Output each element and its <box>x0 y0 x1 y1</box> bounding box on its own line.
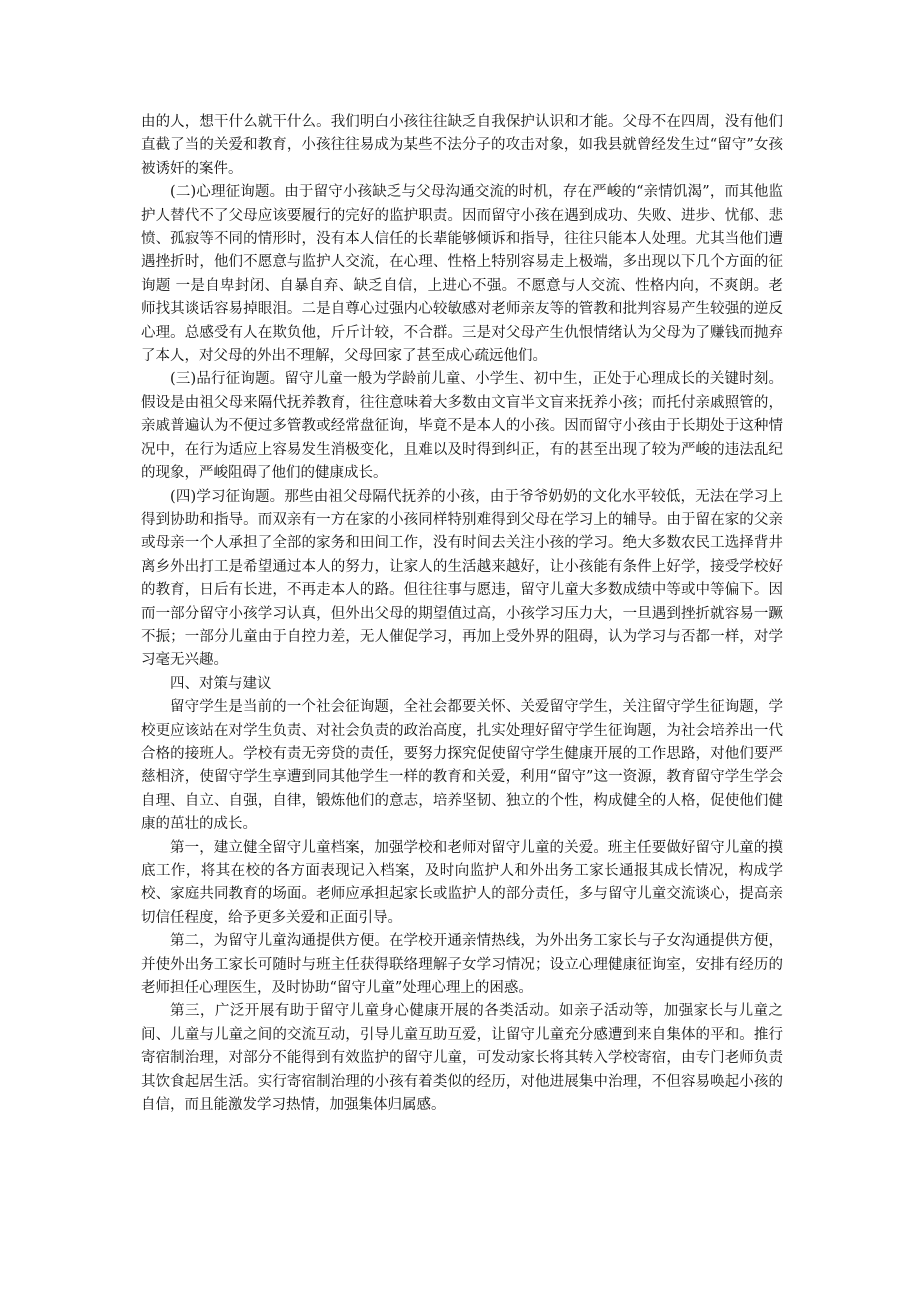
paragraph-intro-continuation: 由的人，想干什么就干什么。我们明白小孩往往缺乏自我保护认识和才能。父母不在四周，没有他们直截了当的关爱和教育，小孩往往易成为某些不法分子的攻击对象，如我县就曾经发生过“留守”女孩被诱奸的案件。 <box>141 114 783 177</box>
paragraph-measure-two: 第二，为留守儿童沟通提供方便。在学校开通亲情热线，为外出务工家长与子女沟通提供方便，并使外出务工家长可随时与班主任获得联络理解子女学习情况；设立心理健康征询室，安排有经历的老师担任心理医生，及时协助“留守儿童”处理心理上的困惑。 <box>141 933 783 997</box>
paragraph-measure-three: 第三，广泛开展有助于留守儿童身心健康开展的各类活动。如亲子活动等，加强家长与儿童之间、儿童与儿童之间的交流互动，引导儿童互助互爱，让留守儿童充分感遭到来自集体的平和。推行寄宿制治理，对部分不能得到有效监护的留守儿童，可发动家长将其转入学校寄宿，由专门老师负责其饮食起居生活。实行寄宿制治理的小孩有着类似的经历，对他进展集中治理，不但容易唤起小孩的自信，而且能激发学习热情，加强集体归属感。 <box>141 1003 783 1114</box>
paragraph-measure-one: 第一，建立健全留守儿童档案，加强学校和老师对留守儿童的关爱。班主任要做好留守儿童的摸底工作，将其在校的各方面表现记入档案，及时向监护人和外出务工家长通报其成长情况，构成学校、家庭共同教育的场面。老师应承担起家长或监护人的部分责任，多与留守儿童交流谈心，提高亲切信任程度，给予更多关爱和正面引导。 <box>141 839 783 926</box>
document-body <box>141 111 783 1117</box>
paragraph-countermeasures-intro: 留守学生是当前的一个社会征询题，全社会都要关怀、关爱留守学生，关注留守学生征询题，学校更应该站在对学生负责、对社会负责的政治高度，扎实处理好留守学生征询题，为社会培养出一代合格的接班人。学校有责无旁贷的责任，要努力探究促使留守学生健康开展的工作思路，对他们要严慈相济，使留守学生享遭到同其他学生一样的教育和关爱，利用“留守”这一资源，教育留守学生学会自理、自立、自强，自律，锻炼他们的意志，培养坚韧、独立的个性，构成健全的人格，促使他们健康的茁壮的成长。 <box>141 699 783 833</box>
paragraph-learning-issues: (四)学习征询题。那些由祖父母隔代抚养的小孩，由于爷爷奶奶的文化水平较低，无法在学习上得到协助和指导。而双亲有一方在家的小孩同样特别难得到父母在学习上的辅导。由于留在家的父亲或母亲一个人承担了全部的家务和田间工作，没有时间去关注小孩的学习。绝大多数农民工选择背井离乡外出打工是希望通过本人的努力，让家人的生活越来越好，让小孩能有条件上好学，接受学校好的教育，日后有长进，不再走本人的路。但往往事与愿违，留守儿童大多数成绩中等或中等偏下。因而一部分留守小孩学习认真，但外出父母的期望值过高，小孩学习压力大，一旦遇到挫折就容易一蹶不振；一部分儿童由于自控力差，无人催促学习，再加上受外界的阻碍，认为学习与否都一样，对学习毫无兴趣。 <box>141 488 783 669</box>
paragraph-psychological-issues: (二)心理征询题。由于留守小孩缺乏与父母沟通交流的时机，存在严峻的“亲情饥渴”，而其他监护人替代不了父母应该要履行的完好的监护职责。因而留守小孩在遇到成功、失败、进步、忧郁、悲愤、孤寂等不同的情形时，没有本人信任的长辈能够倾诉和指导，往往只能本人处理。尤其当他们遭遇挫折时，他们不愿意与监护人交流，在心理、性格上特别容易走上极端，多出现以下几个方面的征询题 一是自卑封闭、自暴自弃、缺乏自信，上进心不强。不愿意与人交流、性格内向，不爽朗。老师找其谈话容易掉眼泪。二是自尊心过强内心较敏感对老师亲友等的管教和批判容易产生较强的逆反心理。总感受有人在欺负他，斤斤计较，不合群。三是对父母产生仇恨情绪认为父母为了赚钱而抛弃了本人，对父母的外出不理解，父母回家了甚至成心疏远他们。 <box>141 184 783 365</box>
section-heading-countermeasures: 四、对策与建议 <box>170 675 272 692</box>
paragraph-conduct-issues: (三)品行征询题。留守儿童一般为学龄前儿童、小学生、初中生，正处于心理成长的关键时刻。假设是由祖父母来隔代抚养教育，往往意味着大多数由文盲半文盲来抚养小孩；而托付亲戚照管的，亲戚普遍认为不便过多管教或经常盘征询，毕竟不是本人的小孩。因而留守小孩由于长期处于这种情况中，在行为适应上容易发生消极变化，且难以及时得到纠正，有的甚至出现了较为严峻的违法乱纪的现象，严峻阻碍了他们的健康成长。 <box>141 371 783 482</box>
